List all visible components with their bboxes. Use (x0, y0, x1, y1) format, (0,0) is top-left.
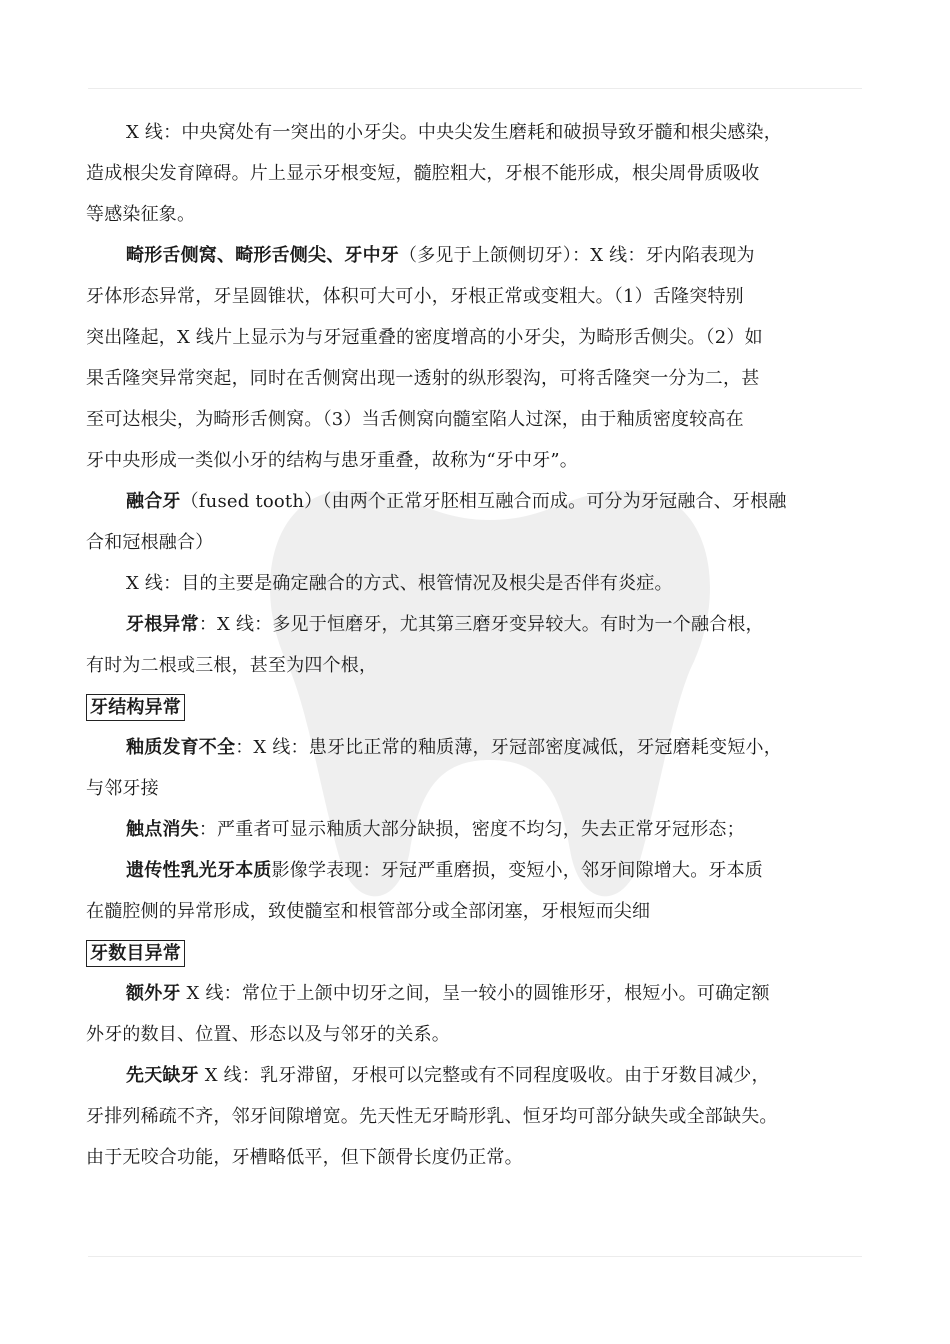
footer-divider (88, 1256, 862, 1257)
para-xray-central-cusp-line2: 造成根尖发育障碍。片上显示牙根变短，髓腔粗大，牙根不能形成，根尖周骨质吸收 (86, 163, 760, 184)
para-contact-loss-text: ：严重者可显示釉质大部分缺损，密度不均匀，失去正常牙冠形态； (198, 819, 745, 840)
term-enamel-hypoplasia: 釉质发育不全 (126, 737, 236, 758)
para-hypodontia-line3: 由于无咬合功能，牙槽略低平，但下颌骨长度仍正常。 (86, 1147, 523, 1168)
heading-number-anomaly: 牙数目异常 (86, 940, 185, 967)
para-fused-xray: X 线：目的主要是确定融合的方式、根管情况及根尖是否伴有炎症。 (126, 573, 673, 594)
para-dentinogenesis-line2: 在髓腔侧的异常形成，致使髓室和根管部分或全部闭塞，牙根短而尖细 (86, 901, 651, 922)
para-xray-central-cusp-line1: X 线：中央窝处有一突出的小牙尖。中央尖发生磨耗和破损导致牙髓和根尖感染， (126, 122, 782, 143)
para-dens-invaginatus-line6: 牙中央形成一类似小牙的结构与患牙重叠，故称为“牙中牙”。 (86, 450, 579, 471)
header-divider (88, 88, 862, 89)
para-hypodontia-line1-text: X 线：乳牙滞留，牙根可以完整或有不同程度吸收。由于牙数目减少， (198, 1065, 770, 1086)
para-dens-invaginatus-line2: 牙体形态异常，牙呈圆锥状，体积可大可小，牙根正常或变粗大。（1）舌隆突特别 (86, 286, 744, 307)
para-supernumerary-line2: 外牙的数目、位置、形态以及与邻牙的关系。 (86, 1024, 450, 1045)
para-enamel-hypoplasia-line1 (86, 727, 876, 768)
para-root-anomaly-line1-text: ：X 线：多见于恒磨牙，尤其第三磨牙变异较大。有时为一个融合根， (198, 614, 764, 635)
para-contact-loss (86, 809, 876, 850)
para-fused-tooth-line1 (86, 481, 876, 522)
term-dentinogenesis: 遗传性乳光牙本质 (126, 860, 272, 881)
term-root-anomaly: 牙根异常 (126, 614, 199, 635)
para-dens-invaginatus-line3: 突出隆起，X 线片上显示为与牙冠重叠的密度增高的小牙尖，为畸形舌侧尖。（2）如 (86, 327, 763, 348)
document-body (86, 112, 876, 1178)
para-root-anomaly-line2: 有时为二根或三根，甚至为四个根， (86, 655, 378, 676)
term-hypodontia: 先天缺牙 (126, 1065, 199, 1086)
term-supernumerary: 额外牙 (126, 983, 181, 1004)
para-fused-tooth-line2: 合和冠根融合） (86, 532, 214, 553)
para-xray-central-cusp-line3: 等感染征象。 (86, 204, 196, 225)
para-supernumerary-line1 (86, 973, 876, 1014)
para-fused-tooth-line1-text: （fused tooth）（由两个正常牙胚相互融合而成。可分为牙冠融合、牙根融 (180, 491, 787, 512)
para-enamel-hypoplasia-line1-text: ：X 线：患牙比正常的釉质薄，牙冠部密度减低，牙冠磨耗变短小， (235, 737, 782, 758)
para-supernumerary-line1-text: X 线：常位于上颌中切牙之间，呈一较小的圆锥形牙，根短小。可确定额 (180, 983, 770, 1004)
para-dens-invaginatus-line1 (86, 235, 876, 276)
para-dens-invaginatus-line1-text: （多见于上颌侧切牙）：X 线：牙内陷表现为 (399, 245, 755, 266)
para-dens-invaginatus-line5: 至可达根尖，为畸形舌侧窝。（3）当舌侧窝向髓室陷人过深，由于釉质密度较高在 (86, 409, 744, 430)
para-hypodontia-line1 (86, 1055, 876, 1096)
para-dentinogenesis-line1-text: 影像学表现：牙冠严重磨损，变短小，邻牙间隙增大。牙本质 (271, 860, 764, 881)
para-dentinogenesis-line1 (86, 850, 876, 891)
term-fused-tooth: 融合牙 (126, 491, 181, 512)
para-root-anomaly-line1 (86, 604, 876, 645)
para-enamel-hypoplasia-line2: 与邻牙接 (86, 778, 159, 799)
para-hypodontia-line2: 牙排列稀疏不齐，邻牙间隙增宽。先天性无牙畸形乳、恒牙均可部分缺失或全部缺失。 (86, 1106, 778, 1127)
heading-structure-anomaly: 牙结构异常 (86, 694, 185, 721)
section-heading-structure (86, 686, 876, 727)
term-dens-invaginatus: 畸形舌侧窝、畸形舌侧尖、牙中牙 (126, 245, 399, 266)
term-contact-loss: 触点消失 (126, 819, 199, 840)
para-dens-invaginatus-line4: 果舌隆突异常突起，同时在舌侧窝出现一透射的纵形裂沟，可将舌隆突一分为二，甚 (86, 368, 760, 389)
section-heading-number (86, 932, 876, 973)
